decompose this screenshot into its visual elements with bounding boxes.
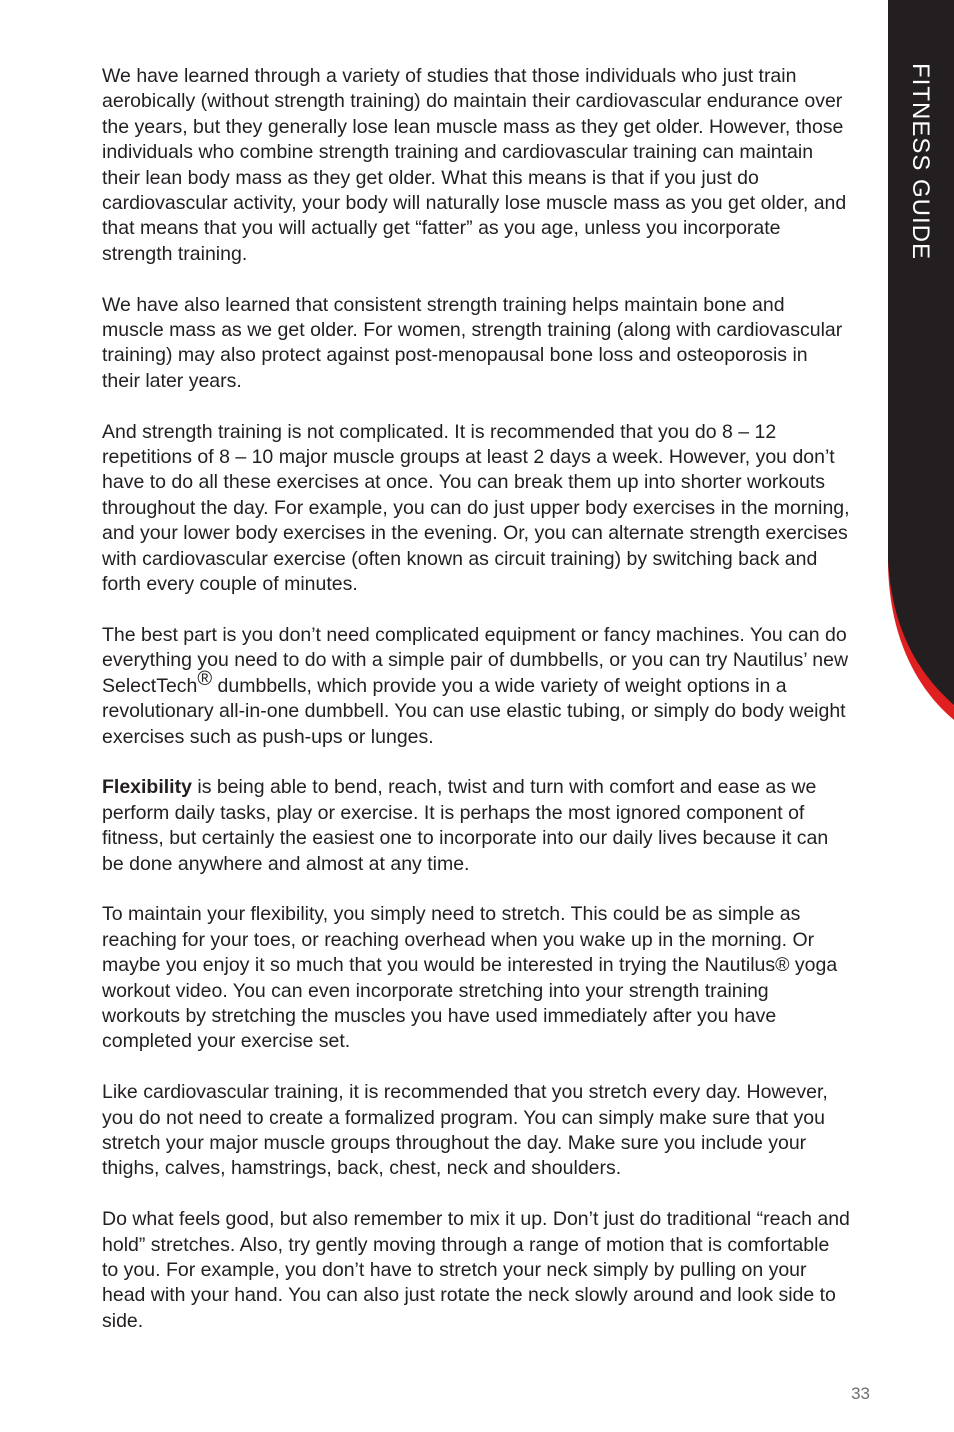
paragraph-bone-muscle-mass: We have also learned that consistent strength training helps maintain bone and muscle mass as we get older. For women, strength training (along with cardiovascular training) may also protect against post-menopausal bone loss and osteoporosis in their later years.: [102, 293, 843, 392]
paragraph-equipment: [102, 623, 850, 750]
section-title: FITNESS GUIDE: [907, 63, 934, 261]
paragraph-aerobic-vs-strength: We have learned through a variety of studies that those individuals who just train aerobically (without strength training) do maintain their cardiovascular endurance over the years, but they generally lose lean muscle mass as they get older. However, those individuals who combine strength training and cardiovascular training can maintain their lean body mass as they get older. What this means is that if you just do cardiovascular activity, your body will naturally lose muscle mass as you get older, and that means that you will actually get “fatter” as you age, unless you incorporate strength training.: [102, 65, 847, 265]
registered-mark: ®: [197, 667, 213, 690]
article-body: [102, 64, 850, 1360]
paragraph-equipment-text-rest: dumbbells, which provide you a wide variety of weight options in a revolutionary all-in-one dumbbell. You can use elastic tubing, or simply do body weight exercises such as push-ups or lunges.: [102, 674, 846, 748]
page-number: 33: [851, 1384, 870, 1403]
paragraph-flexibility: [102, 775, 850, 877]
flexibility-definition: is being able to bend, reach, twist and turn with comfort and ease as we perform daily tasks, play or exercise. It is perhaps the most ignored component of fitness, but certainly the easiest one to incorporate into our daily lives because it can be done anywhere and almost at any time.: [102, 776, 829, 875]
paragraph-stretch-every-day: Like cardiovascular training, it is recommended that you stretch every day. However, you do not need to create a formalized program. You can simply make sure that you stretch your major muscle groups throughout the day. Make sure you include your thighs, calves, hamstrings, back, chest, neck and shoulders.: [102, 1081, 828, 1180]
paragraph-strength-not-complicated: And strength training is not complicated. It is recommended that you do 8 – 12 repetitions of 8 – 10 major muscle groups at least 2 days a week. However, you don’t have to do all these exercises at once. You can break them up into shorter workouts throughout the day. For example, you can do just upper body exercises in the morning, and your lower body exercises in the evening. Or, you can alternate strength exercises with cardiovascular exercise (often known as circuit training) by switching back and forth every couple of minutes.: [102, 420, 850, 596]
paragraph-equipment-text: The best part is you don’t need complicated equipment or fancy machines. You can do everything you need to do with a simple pair of dumbbells, or you can try Nautilus’ new SelectTech: [102, 623, 849, 697]
paragraph-mix-it-up: Do what feels good, but also remember to mix it up. Don’t just do traditional “reach and hold” stretches. Also, try gently moving through a range of motion that is comfortable to you. For example, you don’t have to stretch your neck simply by pulling on your head with your hand. You can also just rotate the neck slowly around and look side to side.: [102, 1208, 850, 1332]
flexibility-term: Flexibility: [102, 776, 192, 799]
paragraph-stretching: To maintain your flexibility, you simply need to stretch. This could be as simple as reaching for your toes, or reaching overhead when you wake up in the morning. Or maybe you enjoy it so much that you would be interested in trying the Nautilus® yoga workout video. You can even incorporate stretching into your strength training workouts by stretching the muscles you have used immediately after you have completed your exercise set.: [102, 903, 838, 1053]
